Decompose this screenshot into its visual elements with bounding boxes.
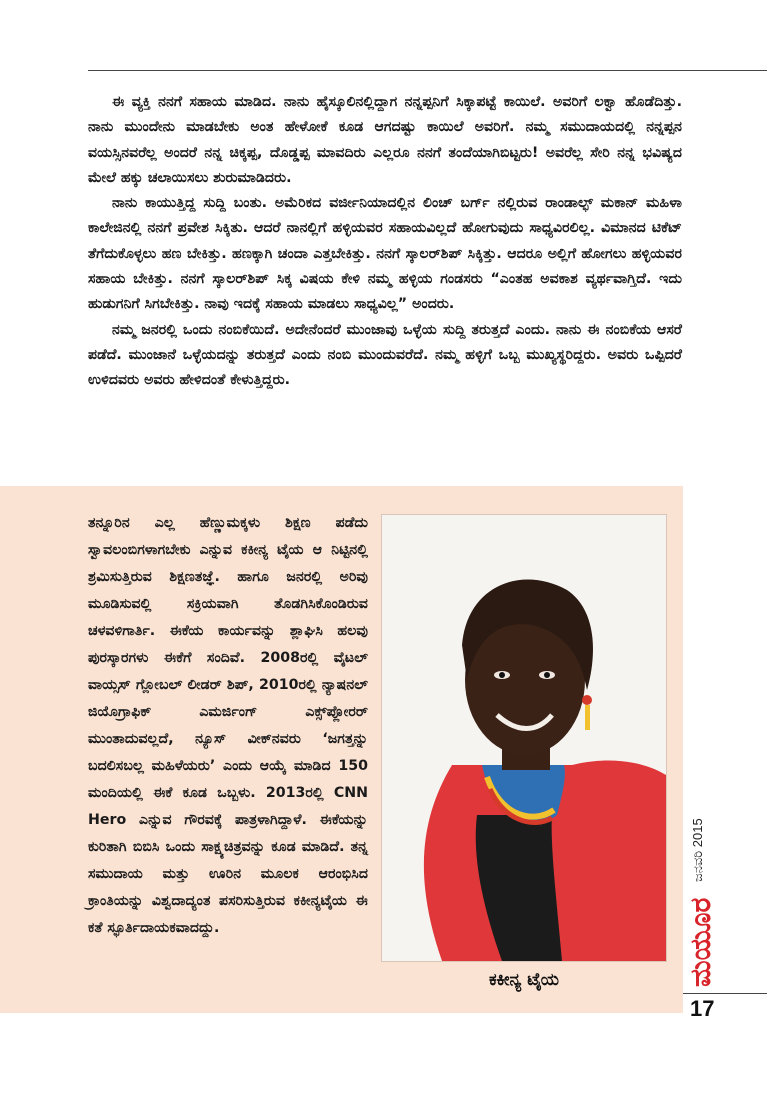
photo-caption: ಕಕೀನ್ಯ ಟೈಯ: [488, 970, 559, 990]
article-body: [88, 90, 682, 394]
top-rule: [88, 70, 767, 71]
portrait-photo-frame: [381, 514, 667, 962]
profile-text: ತನ್ನೂರಿನ ಎಲ್ಲ ಹೆಣ್ಣುಮಕ್ಕಳು ಶಿಕ್ಷಣ ಪಡೆದು ಸ್ವಾವಲಂಬಿಗಳಾಗಬೇಕು ಎನ್ನುವ ಕಕೀನ್ಯ ಟೈಯ ಆ ನಿಟ್ಟಿನಲ್ಲಿ ಶ್ರಮಿಸುತ್ತಿರುವ ಶಿಕ್ಷಣತಜ್ಞೆ. ಹಾಗೂ ಜನರಲ್ಲಿ ಅರಿವು ಮೂಡಿಸುವಲ್ಲಿ ಸಕ್ರಿಯವಾಗಿ ತೊಡಗಿಸಿಕೊಂಡಿರುವ ಚಳವಳಿಗಾರ್ತಿ. ಈಕೆಯ ಕಾರ್ಯವನ್ನು ಶ್ಲಾಘಿಸಿ ಹಲವು ಪುರಸ್ಕಾರಗಳು ಈಕೆಗೆ ಸಂದಿವೆ. 2008ರಲ್ಲಿ ವೈಟಲ್ ವಾಯ್ಸಸ್ ಗ್ಲೋಬಲ್ ಲೀಡರ್ ಶಿಪ್, 2010ರಲ್ಲಿ ನ್ಯಾಷನಲ್ ಜಿಯೊಗ್ರಾಫಿಕ್ ಎಮರ್ಜಿಂಗ್ ಎಕ್ಸ್‌ಪ್ಲೋರರ್ ಮುಂತಾದುವಲ್ಲದೆ, ನ್ಯೂಸ್ ವೀಕ್‌ನವರು ‘ಜಗತ್ತನ್ನು ಬದಲಿಸಬಲ್ಲ ಮಹಿಳೆಯರು’ ಎಂದು ಆಯ್ಕೆ ಮಾಡಿದ 150 ಮಂದಿಯಲ್ಲಿ ಈಕೆ ಕೂಡ ಒಬ್ಬಳು. 2013ರಲ್ಲಿ CNN Hero ಎನ್ನುವ ಗೌರವಕ್ಕೆ ಪಾತ್ರಳಾಗಿದ್ದಾಳೆ. ಈಕೆಯನ್ನು ಕುರಿತಾಗಿ ಬಿಬಿಸಿ ಒಂದು ಸಾಕ್ಷ್ಯಚಿತ್ರವನ್ನು ಕೂಡ ಮಾಡಿದೆ. ತನ್ನ ಸಮುದಾಯ ಮತ್ತು ಊರಿನ ಮೂಲಕ ಆರಂಭಿಸಿದ ಕ್ರಾಂತಿಯನ್ನು ವಿಶ್ವದಾದ್ಯಂತ ಪಸರಿಸುತ್ತಿರುವ ಕಕೀನ್ಯಟೈಯ ಈ ಕತೆ ಸ್ಫೂರ್ತಿದಾಯಕವಾದದ್ದು.: [88, 515, 368, 936]
magazine-logo: ಮಯೂರ: [684, 897, 717, 987]
article-paragraph-2: ನಾನು ಕಾಯುತ್ತಿದ್ದ ಸುದ್ದಿ ಬಂತು. ಅಮೆರಿಕದ ವರ್ಜೀನಿಯಾದಲ್ಲಿನ ಲಿಂಚ್ ಬರ್ಗ್ ನಲ್ಲಿರುವ ರಾಂಡಾಲ್ಫ್ ಮಕಾನ್ ಮಹಿಳಾ ಕಾಲೇಜಿನಲ್ಲಿ ನನಗೆ ಪ್ರವೇಶ ಸಿಕ್ಕಿತು. ಆದರೆ ನಾನಲ್ಲಿಗೆ ಹಳ್ಳಿಯವರ ಸಹಾಯವಿಲ್ಲದೆ ಹೋಗುವುದು ಸಾಧ್ಯವಿರಲಿಲ್ಲ. ವಿಮಾನದ ಟಿಕೆಟ್ ತೆಗೆದುಕೊಳ್ಳಲು ಹಣ ಬೇಕಿತ್ತು. ಹಣಕ್ಕಾಗಿ ಚಂದಾ ಎತ್ತಬೇಕಿತ್ತು. ನನಗೆ ಸ್ಕಾಲರ್‌ಶಿಪ್ ಸಿಕ್ಕಿತ್ತು. ಆದರೂ ಅಲ್ಲಿಗೆ ಹೋಗಲು ಹಳ್ಳಿಯವರ ಸಹಾಯ ಬೇಕಿತ್ತು. ನನಗೆ ಸ್ಕಾಲರ್‌ಶಿಪ್ ಸಿಕ್ಕ ವಿಷಯ ಕೇಳಿ ನಮ್ಮ ಹಳ್ಳಿಯ ಗಂಡಸರು “ಎಂತಹ ಅವಕಾಶ ವ್ಯರ್ಥವಾಗ್ತಿದೆ. ಇದು ಹುಡುಗನಿಗೆ ಸಿಗಬೇಕಿತ್ತು. ನಾವು ಇದಕ್ಕೆ ಸಹಾಯ ಮಾಡಲು ಸಾಧ್ಯವಿಲ್ಲ” ಅಂದರು.: [88, 195, 682, 313]
issue-date: ಜನವರಿ 2015: [690, 818, 705, 882]
portrait-photo: [382, 515, 666, 961]
article-paragraph-3: ನಮ್ಮ ಜನರಲ್ಲಿ ಒಂದು ನಂಬಿಕೆಯಿದೆ. ಅದೇನೆಂದರೆ ಮುಂಜಾವು ಒಳ್ಳೆಯ ಸುದ್ದಿ ತರುತ್ತದೆ ಎಂದು. ನಾನು ಈ ನಂಬಿಕೆಯ ಆಸರೆ ಪಡೆದೆ. ಮುಂಜಾನೆ ಒಳ್ಳೆಯದನ್ನು ತರುತ್ತದೆ ಎಂದು ನಂಬಿ ಮುಂದುವರೆದೆ. ನಮ್ಮ ಹಳ್ಳಿಗೆ ಒಬ್ಬ ಮುಖ್ಯಸ್ಥರಿದ್ದರು. ಅವರು ಒಪ್ಪಿದರೆ ಉಳಿದವರು ಅವರು ಹೇಳಿದಂತೆ ಕೇಳುತ್ತಿದ್ದರು.: [88, 321, 682, 389]
article-paragraph-1: ಈ ವ್ಯಕ್ತಿ ನನಗೆ ಸಹಾಯ ಮಾಡಿದ. ನಾನು ಹೈಸ್ಕೂಲಿನಲ್ಲಿದ್ದಾಗ ನನ್ನಪ್ಪನಿಗೆ ಸಿಕ್ಕಾಪಟ್ಟೆ ಕಾಯಿಲೆ. ಅವರಿಗೆ ಲಕ್ವಾ ಹೊಡೆದಿತ್ತು. ನಾನು ಮುಂದೇನು ಮಾಡಬೇಕು ಅಂತ ಹೇಳೋಕೆ ಕೂಡ ಆಗದಷ್ಟು ಕಾಯಿಲೆ ಅವರಿಗೆ. ನಮ್ಮ ಸಮುದಾಯದಲ್ಲಿ ನನ್ನಪ್ಪನ ವಯಸ್ಸಿನವರೆಲ್ಲ ಅಂದರೆ ನನ್ನ ಚಿಕ್ಕಪ್ಪ, ದೊಡ್ಡಪ್ಪ ಮಾವದಿರು ಎಲ್ಲರೂ ನನಗೆ ತಂದೆಯಾಗಿಬಿಟ್ಟರು! ಅವರೆಲ್ಲ ಸೇರಿ ನನ್ನ ಭವಿಷ್ಯದ ಮೇಲೆ ಹಕ್ಕು ಚಲಾಯಿಸಲು ಶುರುಮಾಡಿದರು.: [88, 94, 682, 186]
page-number: 17: [690, 996, 715, 1021]
bottom-rule: [683, 993, 767, 994]
